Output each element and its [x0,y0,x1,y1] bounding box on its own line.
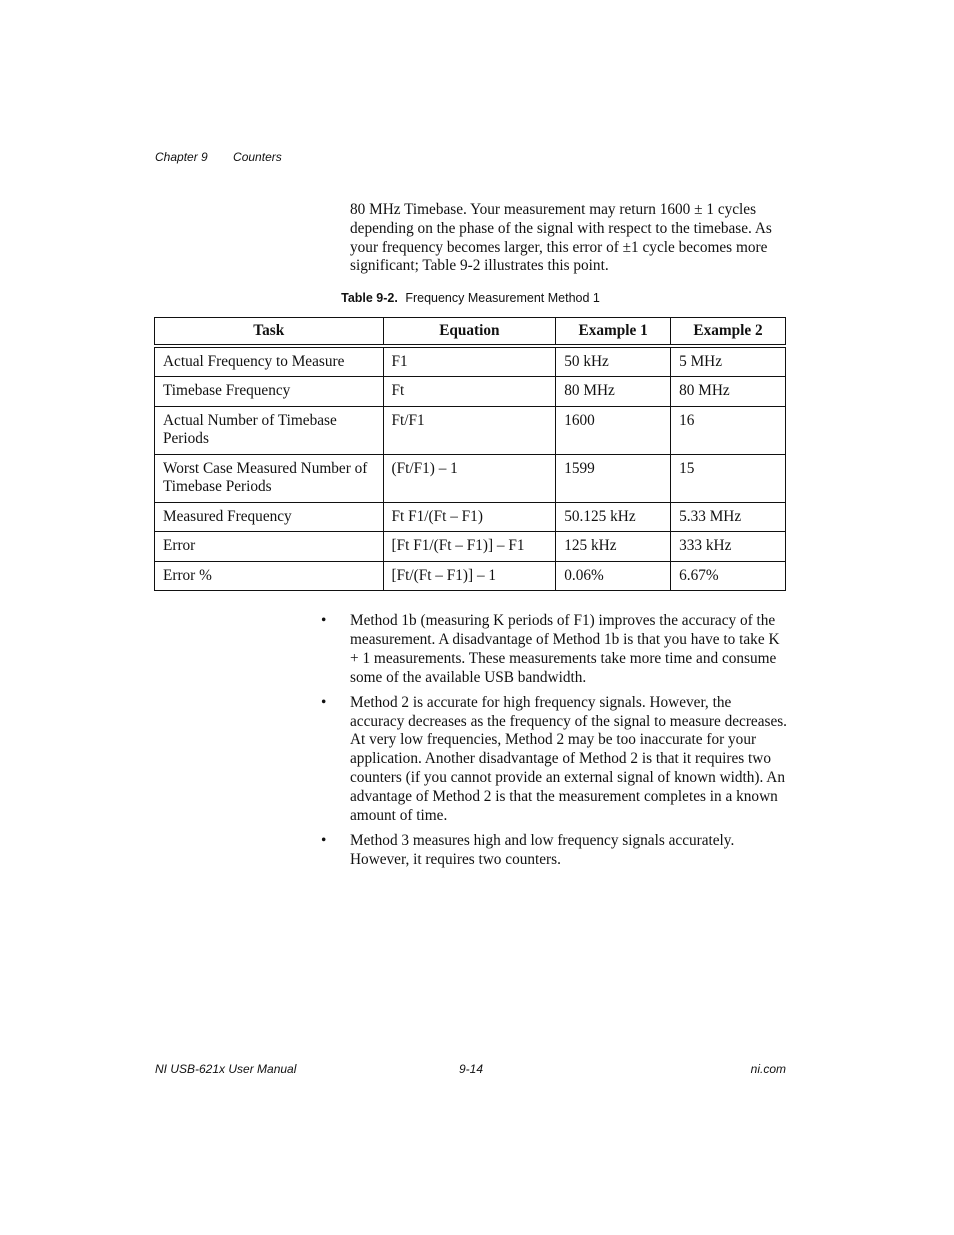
header-equation: Equation [383,318,556,346]
table-row [155,502,786,532]
cell-example-2: 15 [671,454,786,502]
cell-equation: [Ft/(Ft – F1)] – 1 [383,561,556,591]
header-example-2: Example 2 [671,318,786,346]
table-caption-title: Frequency Measurement Method 1 [405,291,600,305]
header-task: Task [155,318,384,346]
table-caption-label: Table 9-2. [341,291,398,305]
cell-example-1: 50.125 kHz [556,502,671,532]
cell-example-2: 16 [671,406,786,454]
cell-example-1: 1599 [556,454,671,502]
bullet-text: Method 1b (measuring K periods of F1) improves the accuracy of the measurement. A disadvantage of Method 1b is that you have to take K + 1 measurements. These measurements take more time and consume some of the available USB bandwidth. [350,612,780,686]
section-label: Counters [233,150,282,164]
list-item [318,832,788,870]
cell-example-1: 50 kHz [556,346,671,377]
intro-paragraph: 80 MHz Timebase. Your measurement may return 1600 ± 1 cycles depending on the phase of the signal with respect to the timebase. As your frequency becomes larger, this error of ±1 cycle becomes more significant; Table 9-2 illustrates this point. [350,201,772,275]
table-row [155,406,786,454]
cell-example-2: 5.33 MHz [671,502,786,532]
cell-task: Worst Case Measured Number of Timebase Periods [155,454,384,502]
table-header-row [155,318,786,346]
bullet-text: Method 2 is accurate for high frequency signals. However, the accuracy decreases as the frequency of the signal to measure decreases. At very low frequencies, Method 2 may be too inaccurate for your application. Another disadvantage of Method 2 is that it requires two counters (if you cannot provide an external signal of known width). An advantage of Method 2 is that the measurement completes in a known amount of time. [350,693,788,825]
cell-equation: Ft [383,377,556,407]
cell-task: Actual Number of Timebase Periods [155,406,384,454]
cell-equation: F1 [383,346,556,377]
method-bullet-list [318,612,788,876]
table-caption [155,291,786,305]
cell-example-1: 1600 [556,406,671,454]
footer-site: ni.com [750,1062,786,1076]
table-row [155,454,786,502]
header-example-1: Example 1 [556,318,671,346]
chapter-label: Chapter 9 [155,150,208,164]
cell-example-1: 80 MHz [556,377,671,407]
cell-task: Measured Frequency [155,502,384,532]
cell-task: Actual Frequency to Measure [155,346,384,377]
bullet-marker: • [321,693,327,711]
cell-example-1: 0.06% [556,561,671,591]
table-row [155,561,786,591]
cell-task: Error % [155,561,384,591]
cell-example-2: 333 kHz [671,532,786,562]
cell-example-2: 5 MHz [671,346,786,377]
footer-page-number: 9-14 [459,1062,484,1076]
cell-equation: (Ft/F1) – 1 [383,454,556,502]
list-item [318,612,788,688]
cell-equation: [Ft F1/(Ft – F1)] – F1 [383,532,556,562]
bullet-marker: • [321,831,327,849]
cell-example-2: 80 MHz [671,377,786,407]
cell-example-2: 6.67% [671,561,786,591]
frequency-measurement-table [154,317,786,591]
list-item [318,694,788,826]
cell-example-1: 125 kHz [556,532,671,562]
table-row [155,532,786,562]
footer-manual-title: NI USB-621x User Manual [155,1062,297,1076]
running-header [155,150,282,164]
table-row [155,346,786,377]
cell-task: Error [155,532,384,562]
bullet-marker: • [321,612,327,629]
cell-equation: Ft F1/(Ft – F1) [383,502,556,532]
bullet-text: Method 3 measures high and low frequency signals accurately. However, it requires two counters. [350,831,735,868]
cell-task: Timebase Frequency [155,377,384,407]
cell-equation: Ft/F1 [383,406,556,454]
table-row [155,377,786,407]
